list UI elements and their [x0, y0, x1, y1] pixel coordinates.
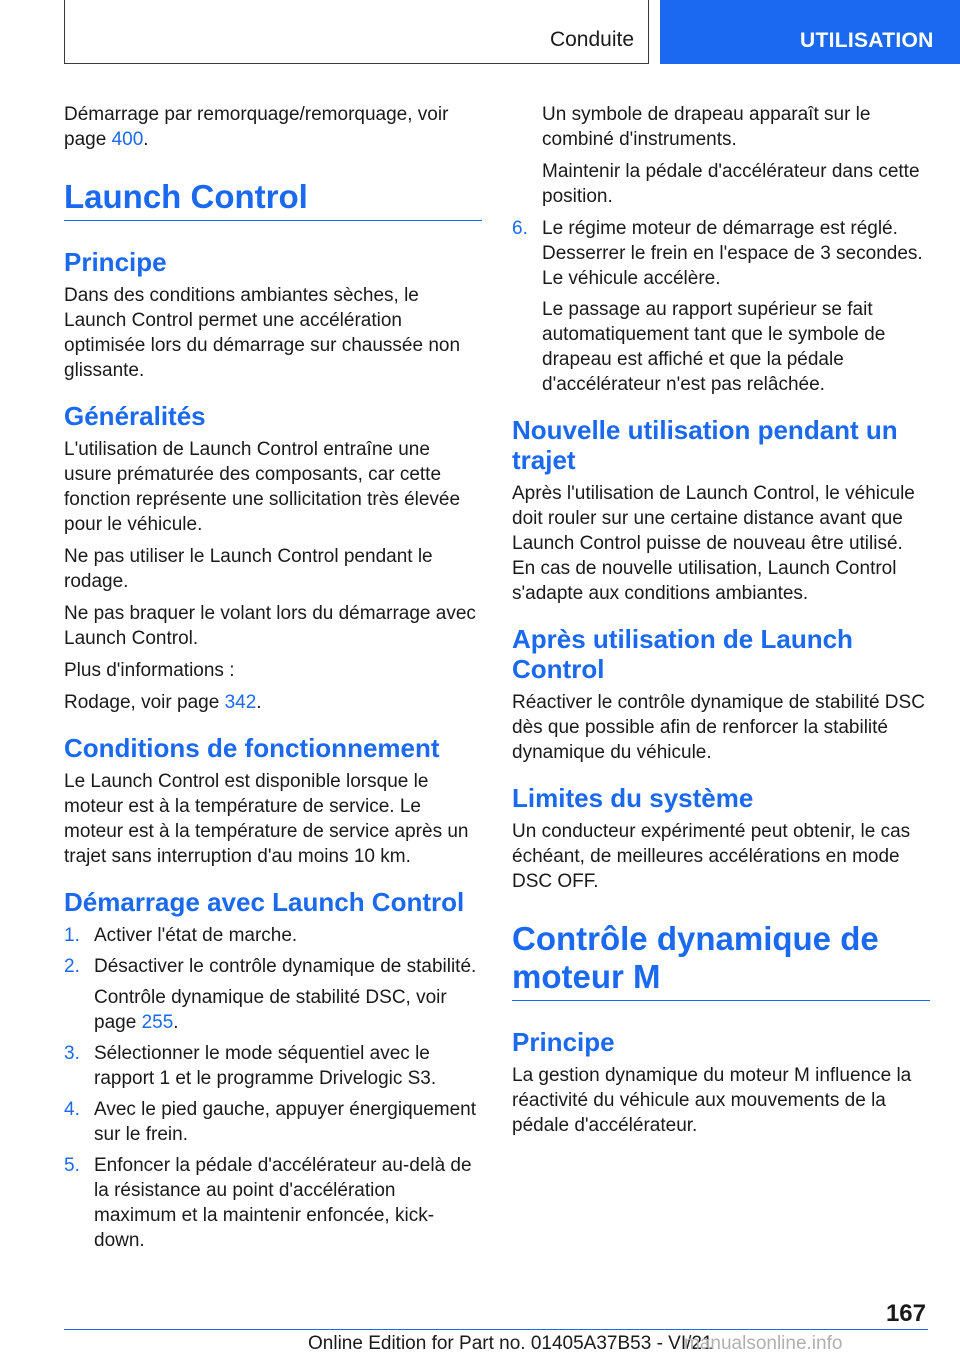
paragraph-generalites-2: Ne pas utiliser le Launch Control pendant le rodage.	[64, 546, 433, 592]
heading-launch-control: Launch Control	[64, 178, 482, 221]
header-chapter: Conduite	[549, 28, 634, 51]
paragraph-generalites-3: Ne pas braquer le volant lors du démarrage avec Launch Control.	[64, 603, 476, 649]
steps-list	[64, 923, 482, 1253]
heading-principe: Principe	[64, 247, 167, 277]
heading-generalites: Généralités	[64, 401, 206, 431]
heading-conditions: Conditions de fonctionnement	[64, 733, 440, 763]
paragraph-rodage-ref: Rodage, voir page 342.	[64, 692, 262, 713]
heading-controle-dynamique: Contrôle dynamique de moteur M	[512, 920, 930, 1001]
step-6: 6. Le régime moteur de démarrage est réglé. Desserrer le frein en l'espace de 3 secondes. Le véhicule accélère. Le passage au rapport supérieur se fait automatiquement tant que le symbole de drapeau est affiché et que la pédale d'accélérateur n'est pas relâchée.	[512, 218, 923, 395]
page-link-342[interactable]: 342	[224, 692, 257, 713]
footer-edition: Online Edition for Part no. 01405A37B53 - VI/21	[308, 1333, 713, 1354]
page-link-400[interactable]: 400	[111, 129, 144, 150]
header-section-tab	[660, 0, 960, 64]
heading-demarrage: Démarrage avec Launch Control	[64, 887, 465, 917]
header-section: UTILISATION	[800, 29, 934, 52]
footer-watermark: manualsonline.info	[684, 1333, 843, 1354]
left-column	[64, 102, 482, 1259]
step-5: 5. Enfoncer la pédale d'accélérateur au-delà de la résistance au point d'accélération maximum et la maintenir enfoncée, kick-down.	[64, 1155, 472, 1251]
paragraph-apres-utilisation: Réactiver le contrôle dynamique de stabilité DSC dès que possible afin de renforcer la stabilité dynamique du véhicule.	[512, 692, 925, 763]
paragraph-conditions: Le Launch Control est disponible lorsque le moteur est à la température de service. Le moteur est à la température de service après un trajet sans interruption d'au moins 10 km.	[64, 771, 469, 867]
heading-limites: Limites du système	[512, 783, 754, 813]
step-number: 3.	[64, 1043, 80, 1064]
step-number: 2.	[64, 956, 80, 977]
right-column	[512, 102, 930, 1145]
heading-nouvelle-utilisation: Nouvelle utilisation pendant un trajet	[512, 415, 898, 475]
paragraph-generalites-1: L'utilisation de Launch Control entraîne une usure prématurée des composants, car cette fonction représente une sollicitation très élevée pour le véhicule.	[64, 439, 461, 535]
step-number: 6.	[512, 218, 528, 239]
step-5-continued: Un symbole de drapeau apparaît sur le combiné d'instruments. Maintenir la pédale d'accélérateur dans cette position.	[542, 104, 920, 207]
step-2: 2. Désactiver le contrôle dynamique de stabilité. Contrôle dynamique de stabilité DSC, voir page 255.	[64, 956, 477, 1033]
heading-apres-utilisation: Après utilisation de Launch Control	[512, 624, 853, 684]
paragraph-nouvelle-utilisation: Après l'utilisation de Launch Control, le véhicule doit rouler sur une certaine distance avant que Launch Control puisse de nouveau être utilisé. En cas de nouvelle utilisation, Launch Control s'adapte aux conditions ambiantes.	[512, 483, 915, 604]
footer-rule	[64, 1329, 928, 1330]
page-number: 167	[885, 1300, 926, 1327]
paragraph-limites: Un conducteur expérimenté peut obtenir, le cas échéant, de meilleures accélérations en mode DSC OFF.	[512, 821, 911, 892]
header-chapter-box	[64, 0, 649, 64]
heading-principe-2: Principe	[512, 1027, 615, 1057]
step-3: 3. Sélectionner le mode séquentiel avec le rapport 1 et le programme Drivelogic S3.	[64, 1043, 437, 1089]
intro-paragraph: Démarrage par remorquage/remorquage, voir page 400.	[64, 104, 449, 150]
step-number: 4.	[64, 1099, 80, 1120]
paragraph-principe: Dans des conditions ambiantes sèches, le Launch Control permet une accélération optimisée lors du démarrage sur chaussée non glissante.	[64, 285, 461, 381]
paragraph-generalites-4: Plus d'informations :	[64, 660, 235, 681]
step-1: 1. Activer l'état de marche.	[64, 925, 298, 946]
step-4: 4. Avec le pied gauche, appuyer énergiquement sur le frein.	[64, 1099, 477, 1145]
steps-list-continued	[512, 216, 930, 397]
paragraph-principe-2: La gestion dynamique du moteur M influence la réactivité du véhicule aux mouvements de la pédale d'accélérateur.	[512, 1065, 912, 1136]
step-number: 1.	[64, 925, 80, 946]
step-number: 5.	[64, 1155, 80, 1176]
page-link-255[interactable]: 255	[141, 1012, 174, 1033]
